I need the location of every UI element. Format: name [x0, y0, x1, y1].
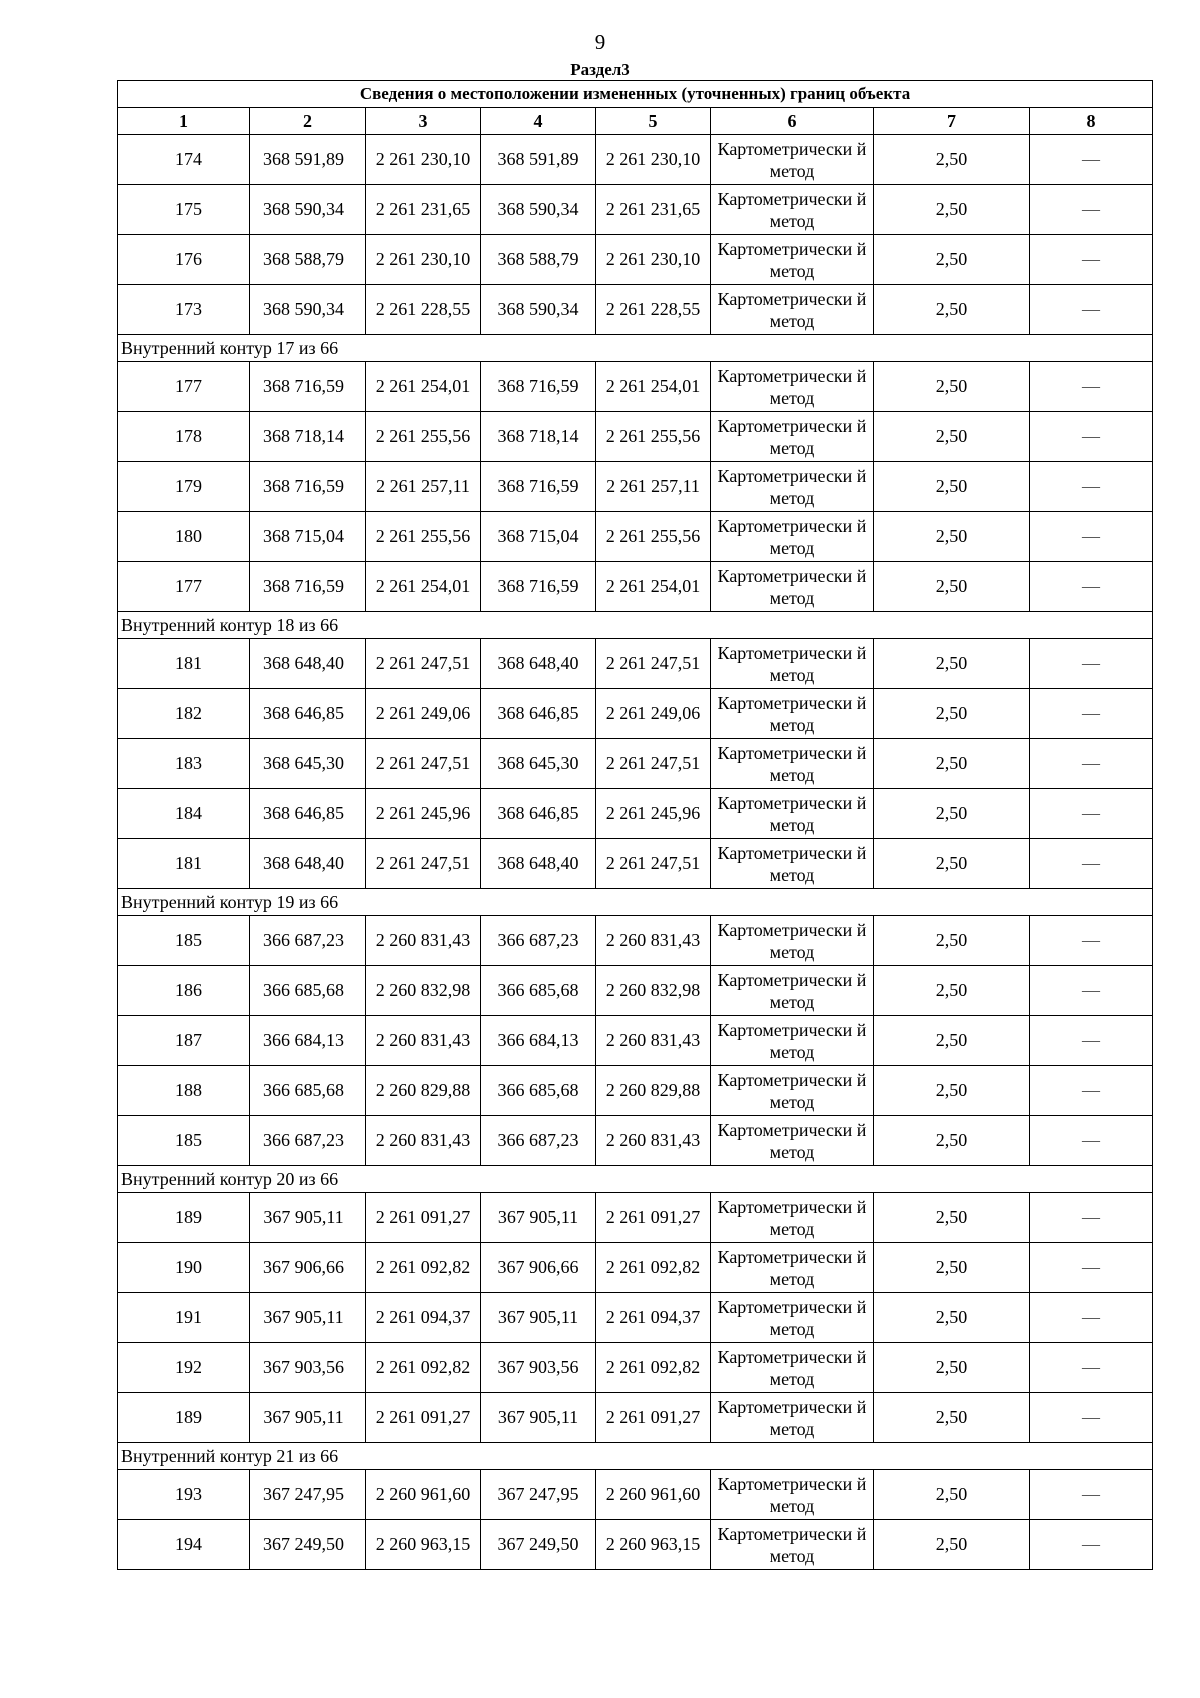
description-cell: —: [1030, 839, 1153, 889]
y-coordinate-refined: 2 261 247,51: [596, 639, 711, 689]
y-coordinate-existing: 2 261 245,96: [366, 789, 481, 839]
y-coordinate-existing: 2 261 255,56: [366, 412, 481, 462]
column-number: 1: [118, 108, 250, 135]
contour-heading: Внутренний контур 19 из 66: [118, 889, 1153, 916]
point-number: 182: [118, 689, 250, 739]
x-coordinate-existing: 367 905,11: [250, 1293, 366, 1343]
column-number: 2: [250, 108, 366, 135]
table-row: [118, 185, 1153, 235]
contour-heading: Внутренний контур 20 из 66: [118, 1166, 1153, 1193]
y-coordinate-refined: 2 261 231,65: [596, 185, 711, 235]
point-number: 179: [118, 462, 250, 512]
point-number: 192: [118, 1343, 250, 1393]
table-row: [118, 1293, 1153, 1343]
x-coordinate-existing: 368 591,89: [250, 135, 366, 185]
method-cell: Картометрически й метод: [711, 1193, 874, 1243]
x-coordinate-existing: 368 715,04: [250, 512, 366, 562]
y-coordinate-existing: 2 261 247,51: [366, 839, 481, 889]
table-row: [118, 135, 1153, 185]
accuracy-cell: 2,50: [874, 285, 1030, 335]
description-cell: —: [1030, 285, 1153, 335]
table-row: [118, 739, 1153, 789]
y-coordinate-existing: 2 260 831,43: [366, 1016, 481, 1066]
method-cell: Картометрически й метод: [711, 512, 874, 562]
accuracy-cell: 2,50: [874, 1343, 1030, 1393]
method-cell: Картометрически й метод: [711, 1116, 874, 1166]
x-coordinate-existing: 366 685,68: [250, 966, 366, 1016]
x-coordinate-existing: 368 588,79: [250, 235, 366, 285]
y-coordinate-existing: 2 261 094,37: [366, 1293, 481, 1343]
accuracy-cell: 2,50: [874, 235, 1030, 285]
y-coordinate-refined: 2 260 831,43: [596, 916, 711, 966]
x-coordinate-refined: 366 684,13: [481, 1016, 596, 1066]
accuracy-cell: 2,50: [874, 689, 1030, 739]
y-coordinate-refined: 2 260 831,43: [596, 1116, 711, 1166]
point-number: 189: [118, 1193, 250, 1243]
table-row: [118, 562, 1153, 612]
description-cell: —: [1030, 235, 1153, 285]
y-coordinate-refined: 2 261 247,51: [596, 739, 711, 789]
y-coordinate-existing: 2 261 247,51: [366, 639, 481, 689]
x-coordinate-existing: 368 648,40: [250, 839, 366, 889]
accuracy-cell: 2,50: [874, 412, 1030, 462]
description-cell: —: [1030, 739, 1153, 789]
y-coordinate-refined: 2 261 094,37: [596, 1293, 711, 1343]
y-coordinate-refined: 2 261 247,51: [596, 839, 711, 889]
table-row: [118, 285, 1153, 335]
y-coordinate-refined: 2 261 245,96: [596, 789, 711, 839]
y-coordinate-refined: 2 260 961,60: [596, 1470, 711, 1520]
method-cell: Картометрически й метод: [711, 562, 874, 612]
point-number: 181: [118, 839, 250, 889]
description-cell: —: [1030, 1066, 1153, 1116]
y-coordinate-refined: 2 261 091,27: [596, 1193, 711, 1243]
point-number: 183: [118, 739, 250, 789]
y-coordinate-existing: 2 261 091,27: [366, 1193, 481, 1243]
x-coordinate-refined: 368 591,89: [481, 135, 596, 185]
x-coordinate-existing: 367 905,11: [250, 1393, 366, 1443]
x-coordinate-refined: 367 903,56: [481, 1343, 596, 1393]
accuracy-cell: 2,50: [874, 1520, 1030, 1570]
y-coordinate-refined: 2 261 255,56: [596, 512, 711, 562]
x-coordinate-existing: 368 716,59: [250, 362, 366, 412]
point-number: 188: [118, 1066, 250, 1116]
y-coordinate-existing: 2 260 829,88: [366, 1066, 481, 1116]
accuracy-cell: 2,50: [874, 1393, 1030, 1443]
accuracy-cell: 2,50: [874, 135, 1030, 185]
table-row: [118, 1520, 1153, 1570]
accuracy-cell: 2,50: [874, 1193, 1030, 1243]
x-coordinate-existing: 367 903,56: [250, 1343, 366, 1393]
x-coordinate-refined: 368 646,85: [481, 789, 596, 839]
method-cell: Картометрически й метод: [711, 1243, 874, 1293]
point-number: 190: [118, 1243, 250, 1293]
point-number: 184: [118, 789, 250, 839]
x-coordinate-refined: 367 905,11: [481, 1193, 596, 1243]
table-row: [118, 462, 1153, 512]
method-cell: Картометрически й метод: [711, 739, 874, 789]
y-coordinate-existing: 2 261 228,55: [366, 285, 481, 335]
column-number: 5: [596, 108, 711, 135]
table-body: [118, 81, 1153, 1570]
description-cell: —: [1030, 1193, 1153, 1243]
column-number-row: [118, 108, 1153, 135]
point-number: 194: [118, 1520, 250, 1570]
method-cell: Картометрически й метод: [711, 839, 874, 889]
x-coordinate-refined: 368 590,34: [481, 285, 596, 335]
accuracy-cell: 2,50: [874, 1016, 1030, 1066]
point-number: 174: [118, 135, 250, 185]
x-coordinate-existing: 368 646,85: [250, 689, 366, 739]
method-cell: Картометрически й метод: [711, 1343, 874, 1393]
x-coordinate-existing: 366 687,23: [250, 916, 366, 966]
method-cell: Картометрически й метод: [711, 1470, 874, 1520]
y-coordinate-refined: 2 261 254,01: [596, 362, 711, 412]
column-number: 8: [1030, 108, 1153, 135]
y-coordinate-existing: 2 261 257,11: [366, 462, 481, 512]
table-caption: Сведения о местоположении измененных (уточненных) границ объекта: [118, 81, 1153, 108]
description-cell: —: [1030, 1343, 1153, 1393]
method-cell: Картометрически й метод: [711, 916, 874, 966]
accuracy-cell: 2,50: [874, 1116, 1030, 1166]
x-coordinate-existing: 368 718,14: [250, 412, 366, 462]
contour-heading: Внутренний контур 18 из 66: [118, 612, 1153, 639]
x-coordinate-existing: 368 716,59: [250, 462, 366, 512]
table-row: [118, 1066, 1153, 1116]
coordinates-table: [117, 80, 1153, 1570]
x-coordinate-existing: 367 905,11: [250, 1193, 366, 1243]
description-cell: —: [1030, 1393, 1153, 1443]
method-cell: Картометрически й метод: [711, 1066, 874, 1116]
x-coordinate-refined: 368 716,59: [481, 362, 596, 412]
contour-heading: Внутренний контур 21 из 66: [118, 1443, 1153, 1470]
point-number: 186: [118, 966, 250, 1016]
y-coordinate-refined: 2 261 255,56: [596, 412, 711, 462]
contour-heading-row: [118, 612, 1153, 639]
x-coordinate-existing: 366 687,23: [250, 1116, 366, 1166]
y-coordinate-refined: 2 261 257,11: [596, 462, 711, 512]
table-row: [118, 1393, 1153, 1443]
accuracy-cell: 2,50: [874, 362, 1030, 412]
point-number: 178: [118, 412, 250, 462]
accuracy-cell: 2,50: [874, 185, 1030, 235]
x-coordinate-refined: 368 590,34: [481, 185, 596, 235]
table-caption-row: [118, 81, 1153, 108]
method-cell: Картометрически й метод: [711, 412, 874, 462]
accuracy-cell: 2,50: [874, 739, 1030, 789]
y-coordinate-existing: 2 261 092,82: [366, 1243, 481, 1293]
table-row: [118, 916, 1153, 966]
point-number: 181: [118, 639, 250, 689]
y-coordinate-existing: 2 261 255,56: [366, 512, 481, 562]
method-cell: Картометрически й метод: [711, 185, 874, 235]
point-number: 185: [118, 1116, 250, 1166]
description-cell: —: [1030, 1016, 1153, 1066]
accuracy-cell: 2,50: [874, 1243, 1030, 1293]
table-row: [118, 1016, 1153, 1066]
y-coordinate-existing: 2 261 231,65: [366, 185, 481, 235]
x-coordinate-refined: 368 645,30: [481, 739, 596, 789]
description-cell: —: [1030, 412, 1153, 462]
table-row: [118, 512, 1153, 562]
accuracy-cell: 2,50: [874, 839, 1030, 889]
x-coordinate-existing: 366 684,13: [250, 1016, 366, 1066]
y-coordinate-refined: 2 260 963,15: [596, 1520, 711, 1570]
x-coordinate-refined: 368 646,85: [481, 689, 596, 739]
x-coordinate-refined: 368 588,79: [481, 235, 596, 285]
x-coordinate-refined: 366 687,23: [481, 916, 596, 966]
y-coordinate-existing: 2 260 831,43: [366, 1116, 481, 1166]
table-row: [118, 1343, 1153, 1393]
table-row: [118, 1116, 1153, 1166]
y-coordinate-refined: 2 261 091,27: [596, 1393, 711, 1443]
y-coordinate-refined: 2 260 829,88: [596, 1066, 711, 1116]
y-coordinate-existing: 2 261 254,01: [366, 562, 481, 612]
method-cell: Картометрически й метод: [711, 789, 874, 839]
accuracy-cell: 2,50: [874, 639, 1030, 689]
point-number: 177: [118, 562, 250, 612]
x-coordinate-refined: 367 906,66: [481, 1243, 596, 1293]
description-cell: —: [1030, 185, 1153, 235]
accuracy-cell: 2,50: [874, 1470, 1030, 1520]
point-number: 175: [118, 185, 250, 235]
point-number: 189: [118, 1393, 250, 1443]
x-coordinate-existing: 368 716,59: [250, 562, 366, 612]
y-coordinate-existing: 2 261 249,06: [366, 689, 481, 739]
x-coordinate-refined: 366 685,68: [481, 1066, 596, 1116]
x-coordinate-refined: 368 715,04: [481, 512, 596, 562]
table-row: [118, 1243, 1153, 1293]
y-coordinate-existing: 2 261 230,10: [366, 235, 481, 285]
x-coordinate-refined: 368 718,14: [481, 412, 596, 462]
accuracy-cell: 2,50: [874, 562, 1030, 612]
table-row: [118, 1193, 1153, 1243]
section-title: Раздел3: [570, 60, 630, 79]
y-coordinate-refined: 2 261 092,82: [596, 1343, 711, 1393]
y-coordinate-refined: 2 261 228,55: [596, 285, 711, 335]
description-cell: —: [1030, 362, 1153, 412]
y-coordinate-existing: 2 261 247,51: [366, 739, 481, 789]
description-cell: —: [1030, 462, 1153, 512]
x-coordinate-refined: 367 905,11: [481, 1293, 596, 1343]
x-coordinate-existing: 367 249,50: [250, 1520, 366, 1570]
description-cell: —: [1030, 1520, 1153, 1570]
y-coordinate-refined: 2 260 832,98: [596, 966, 711, 1016]
method-cell: Картометрически й метод: [711, 235, 874, 285]
point-number: 176: [118, 235, 250, 285]
table-row: [118, 966, 1153, 1016]
table-row: [118, 235, 1153, 285]
column-number: 6: [711, 108, 874, 135]
table-row: [118, 362, 1153, 412]
table-row: [118, 789, 1153, 839]
page-number: 9: [594, 30, 606, 54]
description-cell: —: [1030, 1293, 1153, 1343]
table-row: [118, 639, 1153, 689]
y-coordinate-existing: 2 261 092,82: [366, 1343, 481, 1393]
contour-heading: Внутренний контур 17 из 66: [118, 335, 1153, 362]
table-row: [118, 839, 1153, 889]
description-cell: —: [1030, 689, 1153, 739]
contour-heading-row: [118, 335, 1153, 362]
method-cell: Картометрически й метод: [711, 462, 874, 512]
x-coordinate-refined: 368 716,59: [481, 462, 596, 512]
y-coordinate-refined: 2 261 230,10: [596, 135, 711, 185]
y-coordinate-refined: 2 261 230,10: [596, 235, 711, 285]
method-cell: Картометрически й метод: [711, 1520, 874, 1570]
description-cell: —: [1030, 789, 1153, 839]
x-coordinate-existing: 366 685,68: [250, 1066, 366, 1116]
x-coordinate-existing: 368 590,34: [250, 185, 366, 235]
y-coordinate-refined: 2 261 092,82: [596, 1243, 711, 1293]
y-coordinate-existing: 2 260 961,60: [366, 1470, 481, 1520]
y-coordinate-existing: 2 261 254,01: [366, 362, 481, 412]
x-coordinate-refined: 368 648,40: [481, 839, 596, 889]
y-coordinate-refined: 2 261 249,06: [596, 689, 711, 739]
point-number: 193: [118, 1470, 250, 1520]
accuracy-cell: 2,50: [874, 916, 1030, 966]
table-row: [118, 412, 1153, 462]
y-coordinate-refined: 2 261 254,01: [596, 562, 711, 612]
contour-heading-row: [118, 1166, 1153, 1193]
method-cell: Картометрически й метод: [711, 285, 874, 335]
point-number: 177: [118, 362, 250, 412]
y-coordinate-refined: 2 260 831,43: [596, 1016, 711, 1066]
description-cell: —: [1030, 966, 1153, 1016]
accuracy-cell: 2,50: [874, 789, 1030, 839]
x-coordinate-refined: 367 247,95: [481, 1470, 596, 1520]
description-cell: —: [1030, 639, 1153, 689]
x-coordinate-existing: 368 590,34: [250, 285, 366, 335]
accuracy-cell: 2,50: [874, 1066, 1030, 1116]
x-coordinate-existing: 367 906,66: [250, 1243, 366, 1293]
x-coordinate-existing: 368 645,30: [250, 739, 366, 789]
description-cell: —: [1030, 1116, 1153, 1166]
y-coordinate-existing: 2 261 091,27: [366, 1393, 481, 1443]
x-coordinate-existing: 368 646,85: [250, 789, 366, 839]
method-cell: Картометрически й метод: [711, 1393, 874, 1443]
x-coordinate-refined: 368 648,40: [481, 639, 596, 689]
method-cell: Картометрически й метод: [711, 689, 874, 739]
accuracy-cell: 2,50: [874, 512, 1030, 562]
table-row: [118, 689, 1153, 739]
method-cell: Картометрически й метод: [711, 1293, 874, 1343]
point-number: 187: [118, 1016, 250, 1066]
point-number: 173: [118, 285, 250, 335]
point-number: 185: [118, 916, 250, 966]
y-coordinate-existing: 2 260 963,15: [366, 1520, 481, 1570]
description-cell: —: [1030, 1243, 1153, 1293]
x-coordinate-refined: 367 905,11: [481, 1393, 596, 1443]
method-cell: Картометрически й метод: [711, 362, 874, 412]
method-cell: Картометрически й метод: [711, 966, 874, 1016]
table-row: [118, 1470, 1153, 1520]
description-cell: —: [1030, 1470, 1153, 1520]
x-coordinate-existing: 367 247,95: [250, 1470, 366, 1520]
description-cell: —: [1030, 562, 1153, 612]
method-cell: Картометрически й метод: [711, 639, 874, 689]
point-number: 180: [118, 512, 250, 562]
x-coordinate-existing: 368 648,40: [250, 639, 366, 689]
accuracy-cell: 2,50: [874, 1293, 1030, 1343]
method-cell: Картометрически й метод: [711, 1016, 874, 1066]
column-number: 3: [366, 108, 481, 135]
contour-heading-row: [118, 1443, 1153, 1470]
description-cell: —: [1030, 916, 1153, 966]
contour-heading-row: [118, 889, 1153, 916]
description-cell: —: [1030, 512, 1153, 562]
method-cell: Картометрически й метод: [711, 135, 874, 185]
column-number: 7: [874, 108, 1030, 135]
y-coordinate-existing: 2 261 230,10: [366, 135, 481, 185]
y-coordinate-existing: 2 260 832,98: [366, 966, 481, 1016]
description-cell: —: [1030, 135, 1153, 185]
x-coordinate-refined: 366 687,23: [481, 1116, 596, 1166]
x-coordinate-refined: 366 685,68: [481, 966, 596, 1016]
accuracy-cell: 2,50: [874, 966, 1030, 1016]
column-number: 4: [481, 108, 596, 135]
x-coordinate-refined: 367 249,50: [481, 1520, 596, 1570]
y-coordinate-existing: 2 260 831,43: [366, 916, 481, 966]
x-coordinate-refined: 368 716,59: [481, 562, 596, 612]
accuracy-cell: 2,50: [874, 462, 1030, 512]
point-number: 191: [118, 1293, 250, 1343]
